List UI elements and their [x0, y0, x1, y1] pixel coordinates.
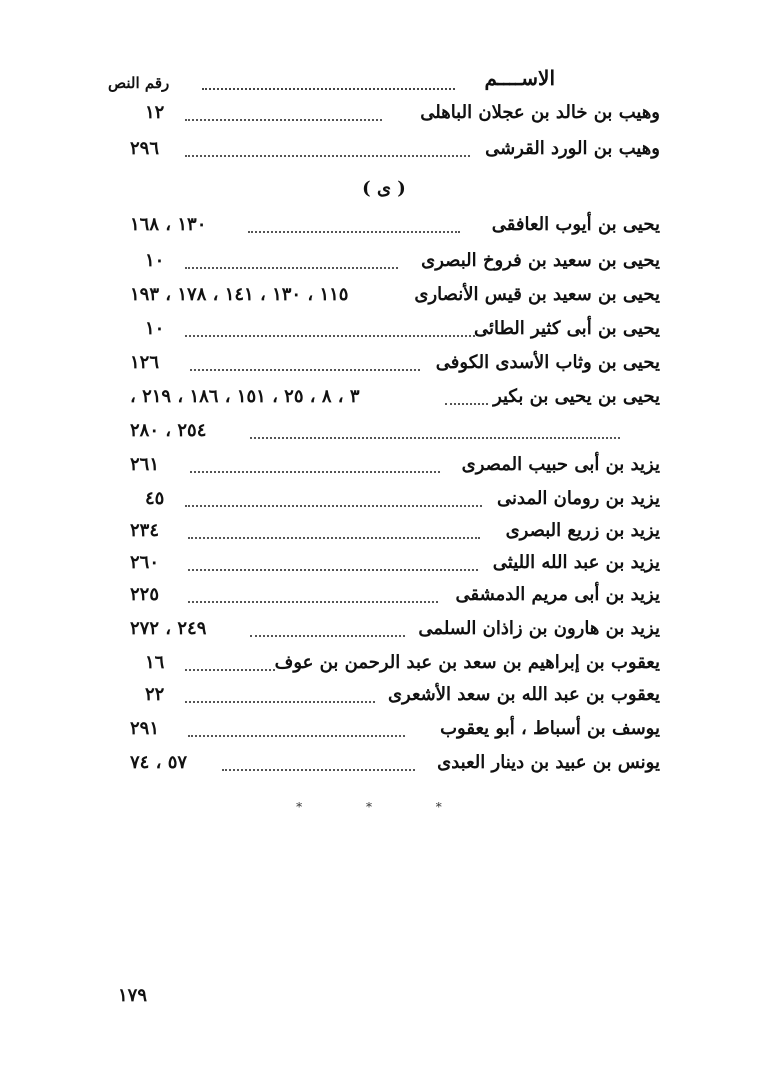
- entry-numbers: ١٠: [145, 250, 165, 271]
- index-entry: [100, 716, 660, 750]
- leader-dots: [188, 601, 438, 603]
- leader-dots: [185, 505, 482, 507]
- index-header: [100, 66, 660, 98]
- entry-name: يوسف بن أسباط ، أبو يعقوب: [440, 718, 660, 739]
- entry-name: يحيى بن أبى كثير الطائى: [474, 318, 660, 339]
- entry-name: يحيى بن سعيد بن فروخ البصرى: [421, 250, 660, 271]
- entry-name: يزيد بن عبد الله الليثى: [492, 552, 660, 573]
- header-leader-dots: [202, 88, 455, 90]
- entry-numbers: ٢٦١: [130, 454, 160, 475]
- leader-dots: [185, 701, 375, 703]
- entry-name: وهيب بن خالد بن عجلان الباهلى: [420, 102, 660, 123]
- entry-name: يحيى بن وثاب الأسدى الكوفى: [435, 352, 660, 373]
- entry-numbers: ٢٤٩ ، ٢٧٢: [130, 618, 207, 639]
- index-entry: [100, 316, 660, 350]
- leader-dots: [250, 635, 405, 637]
- entry-numbers: ٢٢: [145, 684, 165, 705]
- entry-numbers: ١٠: [145, 318, 165, 339]
- leader-dots: [248, 231, 460, 233]
- leader-dots: [185, 335, 475, 337]
- index-entry: [100, 518, 660, 552]
- entry-numbers: ٢٩٦: [130, 138, 160, 159]
- entry-name: يحيى بن يحيى بن بكير: [493, 386, 660, 407]
- entry-numbers: ٣ ، ٨ ، ٢٥ ، ١٥١ ، ١٨٦ ، ٢١٩ ،: [130, 386, 360, 407]
- entry-name: يزيد بن رومان المدنى: [497, 488, 660, 509]
- index-entry: [100, 350, 660, 384]
- entry-name: وهيب بن الورد القرشى: [485, 138, 660, 159]
- entry-name: يعقوب بن إبراهيم بن سعد بن عبد الرحمن بن عوف: [274, 652, 660, 673]
- index-entry-continuation: [100, 418, 660, 452]
- entry-name: يزيد بن أبى حبيب المصرى: [461, 454, 660, 475]
- entry-name: يزيد بن أبى مريم الدمشقى: [455, 584, 660, 605]
- index-entry: [100, 650, 660, 684]
- entry-name: يزيد بن زريع البصرى: [505, 520, 660, 541]
- leader-dots: [188, 537, 480, 539]
- leader-dots: [190, 369, 420, 371]
- leader-dots: [222, 769, 415, 771]
- entry-name: يونس بن عبيد بن دينار العبدى: [437, 752, 660, 773]
- leader-dots: [445, 403, 488, 405]
- entry-name: يزيد بن هارون بن زاذان السلمى: [418, 618, 660, 639]
- index-entry: [100, 100, 660, 134]
- leader-dots: [185, 669, 275, 671]
- index-entry: [100, 550, 660, 584]
- entry-numbers: ٢٣٤: [130, 520, 160, 541]
- entry-numbers: ٤٥: [145, 488, 165, 509]
- number-column-heading: رقم النص: [108, 74, 170, 92]
- name-column-heading: الاســــم: [484, 66, 555, 90]
- entry-numbers: ٢٩١: [130, 718, 160, 739]
- entry-numbers: ١٢: [145, 102, 165, 123]
- leader-dots: [185, 155, 470, 157]
- entry-name: يحيى بن سعيد بن قيس الأنصارى: [414, 284, 660, 305]
- entry-numbers: ١١٥ ، ١٣٠ ، ١٤١ ، ١٧٨ ، ١٩٣: [130, 284, 349, 305]
- index-entry: [100, 486, 660, 520]
- index-entry: [100, 212, 660, 246]
- index-entry: [100, 616, 660, 650]
- section-letter-heading: ( ى ): [362, 178, 406, 199]
- index-entry: [100, 282, 660, 316]
- entry-name: يحيى بن أيوب العافقى: [491, 214, 660, 235]
- leader-dots: [185, 119, 382, 121]
- index-entry: [100, 452, 660, 486]
- page-number: ١٧٩: [118, 985, 148, 1006]
- entry-numbers: ١٦: [145, 652, 165, 673]
- leader-dots: [188, 569, 478, 571]
- leader-dots: [250, 437, 620, 439]
- entry-numbers: ١٢٦: [130, 352, 160, 373]
- index-entry: [100, 136, 660, 170]
- index-entry: [100, 248, 660, 282]
- index-entry: [100, 384, 660, 418]
- leader-dots: [185, 267, 398, 269]
- index-entry: [100, 750, 660, 784]
- entry-numbers: ٥٧ ، ٧٤: [130, 752, 188, 773]
- leader-dots: [188, 735, 405, 737]
- entry-name: يعقوب بن عبد الله بن سعد الأشعرى: [387, 684, 660, 705]
- index-entry: [100, 682, 660, 716]
- index-entry: [100, 582, 660, 616]
- entry-numbers: ٢٢٥: [130, 584, 160, 605]
- entry-numbers: ٢٦٠: [130, 552, 160, 573]
- leader-dots: [190, 471, 440, 473]
- entry-numbers: ٢٥٤ ، ٢٨٠: [130, 420, 207, 441]
- section-end-asterisks: * * *: [296, 800, 472, 814]
- entry-numbers: ١٣٠ ، ١٦٨: [130, 214, 207, 235]
